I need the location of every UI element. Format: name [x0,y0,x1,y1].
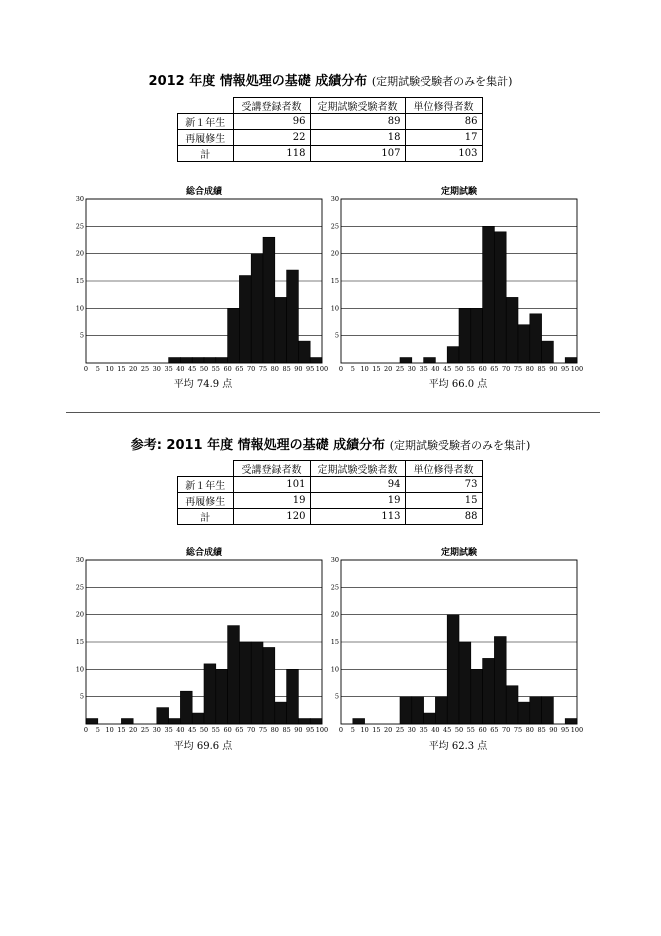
x-tick-label: 85 [282,365,291,373]
x-tick-label: 5 [350,726,355,734]
y-tick-label: 5 [334,331,339,340]
histogram-bar [518,325,530,363]
cell: 18 [310,130,405,146]
histogram-bar [86,719,98,724]
x-tick-label: 95 [306,365,315,373]
x-tick-label: 45 [188,726,197,734]
section-title-2011 [0,434,661,453]
histogram-bar [506,297,518,363]
histogram-bar [494,637,506,724]
x-tick-label: 30 [407,365,416,373]
x-tick-label: 45 [443,365,452,373]
row-label: 再履修生 [178,493,234,509]
x-tick-label: 20 [384,726,393,734]
histogram-bar [435,697,447,724]
histogram-bar [424,713,436,724]
histogram-bar [180,358,192,363]
y-tick-label: 10 [75,665,84,674]
x-tick-label: 100 [570,726,584,734]
header-exam-takers: 定期試験受験者数 [310,461,405,477]
mean-2011-total: 平均 69.6 点 [173,741,233,752]
y-tick-label: 30 [75,556,84,564]
cell: 103 [405,146,482,162]
histogram-bar [157,708,169,724]
row-label: 計 [178,146,234,162]
x-tick-label: 50 [454,726,464,734]
histogram-bar [216,669,228,724]
x-tick-label: 50 [454,365,464,373]
histogram-bar [204,664,216,724]
histogram-bar [447,347,459,363]
header-credits: 単位修得者数 [405,461,482,477]
header-credits: 単位修得者数 [405,98,482,114]
x-tick-label: 70 [502,365,511,373]
histogram-bar [400,697,412,724]
histogram-bar [459,642,471,724]
x-tick-label: 5 [350,365,355,373]
x-tick-label: 85 [282,726,291,734]
histogram-bar [275,297,287,363]
cell: 118 [233,146,310,162]
x-tick-label: 20 [129,726,138,734]
histogram-bar [471,669,483,724]
x-tick-label: 40 [431,726,440,734]
histogram-bar [228,626,240,724]
x-tick-label: 85 [537,365,546,373]
histogram-bar [298,341,310,363]
x-tick-label: 35 [164,726,173,734]
x-tick-label: 40 [431,365,440,373]
histogram-2012-total [70,183,340,383]
cell: 120 [233,509,310,525]
histogram-bar [506,686,518,724]
x-tick-label: 10 [105,726,114,734]
cell: 113 [310,509,405,525]
cell: 96 [233,114,310,130]
cell: 73 [405,477,482,493]
histogram-bar [542,341,554,363]
chart-title: 総合成績 [185,548,223,558]
x-tick-label: 60 [478,726,487,734]
histogram-bar [204,358,216,363]
cell: 15 [405,493,482,509]
cell: 89 [310,114,405,130]
x-tick-label: 30 [407,726,416,734]
x-tick-label: 65 [490,726,499,734]
y-tick-label: 20 [330,249,339,258]
table-row [178,493,483,509]
x-tick-label: 35 [164,365,173,373]
x-tick-label: 40 [176,726,185,734]
x-tick-label: 65 [235,365,244,373]
x-tick-label: 80 [525,726,534,734]
x-tick-label: 15 [372,365,381,373]
y-tick-label: 15 [75,638,84,646]
histogram-bar [275,702,287,724]
table-row [178,146,483,162]
y-tick-label: 15 [330,277,339,285]
histogram-bar [192,358,204,363]
histogram-bar [169,719,181,724]
histogram-bar [483,226,495,363]
x-tick-label: 95 [561,726,570,734]
x-tick-label: 55 [211,365,220,373]
x-tick-label: 100 [570,365,584,373]
mean-2012-exam: 平均 66.0 点 [428,379,488,390]
histogram-bar [353,719,365,724]
x-tick-label: 15 [372,726,381,734]
x-tick-label: 90 [549,365,558,373]
histogram-bar [518,702,530,724]
y-tick-label: 25 [330,583,339,592]
x-tick-label: 15 [117,365,126,373]
x-tick-label: 95 [306,726,315,734]
stats-table-2012 [177,97,483,162]
y-tick-label: 15 [330,638,339,646]
histogram-bar [263,237,275,363]
x-tick-label: 25 [140,365,150,373]
x-tick-label: 60 [478,365,487,373]
histogram-bar [310,358,322,363]
y-tick-label: 20 [330,610,339,619]
histogram-bar [565,719,577,724]
histogram-bar [239,276,251,363]
histogram-bar [542,697,554,724]
histogram-bar [471,308,483,363]
y-tick-label: 10 [330,304,339,313]
x-tick-label: 80 [270,726,279,734]
row-label: 新１年生 [178,114,234,130]
x-tick-label: 75 [258,726,268,734]
histogram-bar [251,642,263,724]
x-tick-label: 85 [537,726,546,734]
x-tick-label: 60 [223,726,232,734]
cell: 101 [233,477,310,493]
histogram-bar [494,232,506,363]
cell: 17 [405,130,482,146]
cell: 22 [233,130,310,146]
histogram-bar [169,358,181,363]
x-tick-label: 50 [199,365,209,373]
histogram-bar [565,358,577,363]
x-tick-label: 55 [466,365,475,373]
x-tick-label: 15 [117,726,126,734]
histogram-bar [180,691,192,724]
cell: 19 [233,493,310,509]
x-tick-label: 100 [315,365,329,373]
x-tick-label: 30 [152,365,161,373]
histogram-2011-total [70,544,340,744]
x-tick-label: 60 [223,365,232,373]
stats-table-2011 [177,460,483,525]
y-tick-label: 25 [75,583,84,592]
table-corner [178,98,234,114]
x-tick-label: 20 [129,365,138,373]
cell: 88 [405,509,482,525]
header-registered: 受講登録者数 [233,98,310,114]
histogram-bar [216,358,228,363]
histogram-bar [263,647,275,724]
histogram-bar [424,358,436,363]
x-tick-label: 35 [419,365,428,373]
histogram-bar [447,615,459,724]
x-tick-label: 5 [95,365,100,373]
histogram-bar [121,719,133,724]
histogram-bar [530,314,542,363]
x-tick-label: 0 [83,726,89,734]
row-label: 再履修生 [178,130,234,146]
mean-2012-total: 平均 74.9 点 [173,379,233,390]
section-title-text: 参考: 2011 年度 情報処理の基礎 成績分布 [130,438,386,453]
y-tick-label: 25 [330,222,339,231]
y-tick-label: 5 [79,692,84,701]
y-tick-label: 30 [75,195,84,203]
table-row [178,114,483,130]
x-tick-label: 55 [466,726,475,734]
x-tick-label: 35 [419,726,428,734]
y-tick-label: 10 [75,304,84,313]
row-label: 新１年生 [178,477,234,493]
x-tick-label: 90 [294,365,303,373]
y-tick-label: 5 [79,331,84,340]
histogram-bar [192,713,204,724]
histogram-bar [228,308,240,363]
table-row [178,130,483,146]
section-title-text: 2012 年度 情報処理の基礎 成績分布 [148,74,368,89]
section-divider [66,412,600,413]
x-tick-label: 90 [294,726,303,734]
x-tick-label: 30 [152,726,161,734]
cell: 94 [310,477,405,493]
x-tick-label: 75 [513,365,523,373]
x-tick-label: 70 [502,726,511,734]
section-note: (定期試験受験者のみを集計) [389,439,531,452]
x-tick-label: 65 [490,365,499,373]
y-tick-label: 25 [75,222,84,231]
row-label: 計 [178,509,234,525]
histogram-bar [251,254,263,363]
histogram-bar [287,669,299,724]
y-tick-label: 5 [334,692,339,701]
histogram-bar [310,719,322,724]
header-registered: 受講登録者数 [233,461,310,477]
x-tick-label: 75 [513,726,523,734]
table-corner [178,461,234,477]
x-tick-label: 20 [384,365,393,373]
y-tick-label: 20 [75,249,84,258]
x-tick-label: 55 [211,726,220,734]
x-tick-label: 80 [525,365,534,373]
histogram-2011-exam [325,544,595,744]
x-tick-label: 0 [83,365,89,373]
y-tick-label: 30 [330,195,339,203]
x-tick-label: 45 [443,726,452,734]
x-tick-label: 40 [176,365,185,373]
x-tick-label: 25 [395,726,405,734]
x-tick-label: 50 [199,726,209,734]
histogram-bar [483,658,495,724]
x-tick-label: 75 [258,365,268,373]
y-tick-label: 20 [75,610,84,619]
x-tick-label: 5 [95,726,100,734]
chart-title: 定期試験 [440,187,478,197]
x-tick-label: 0 [338,726,344,734]
section-note: (定期試験受験者のみを集計) [371,75,513,88]
x-tick-label: 45 [188,365,197,373]
y-tick-label: 30 [330,556,339,564]
histogram-bar [287,270,299,363]
x-tick-label: 10 [360,726,369,734]
histogram-bar [400,358,412,363]
x-tick-label: 70 [247,726,256,734]
histogram-bar [239,642,251,724]
section-title-2012 [0,70,661,89]
x-tick-label: 95 [561,365,570,373]
x-tick-label: 0 [338,365,344,373]
x-tick-label: 10 [105,365,114,373]
table-row [178,509,483,525]
x-tick-label: 100 [315,726,329,734]
cell: 19 [310,493,405,509]
histogram-bar [459,308,471,363]
histogram-bar [412,697,424,724]
x-tick-label: 80 [270,365,279,373]
x-tick-label: 25 [140,726,150,734]
cell: 107 [310,146,405,162]
chart-title: 総合成績 [185,187,223,197]
table-row [178,477,483,493]
chart-title: 定期試験 [440,548,478,558]
histogram-bar [530,697,542,724]
histogram-bar [298,719,310,724]
x-tick-label: 10 [360,365,369,373]
histogram-2012-exam [325,183,595,383]
x-tick-label: 90 [549,726,558,734]
x-tick-label: 70 [247,365,256,373]
x-tick-label: 65 [235,726,244,734]
x-tick-label: 25 [395,365,405,373]
header-exam-takers: 定期試験受験者数 [310,98,405,114]
mean-2011-exam: 平均 62.3 点 [428,741,488,752]
y-tick-label: 15 [75,277,84,285]
y-tick-label: 10 [330,665,339,674]
cell: 86 [405,114,482,130]
